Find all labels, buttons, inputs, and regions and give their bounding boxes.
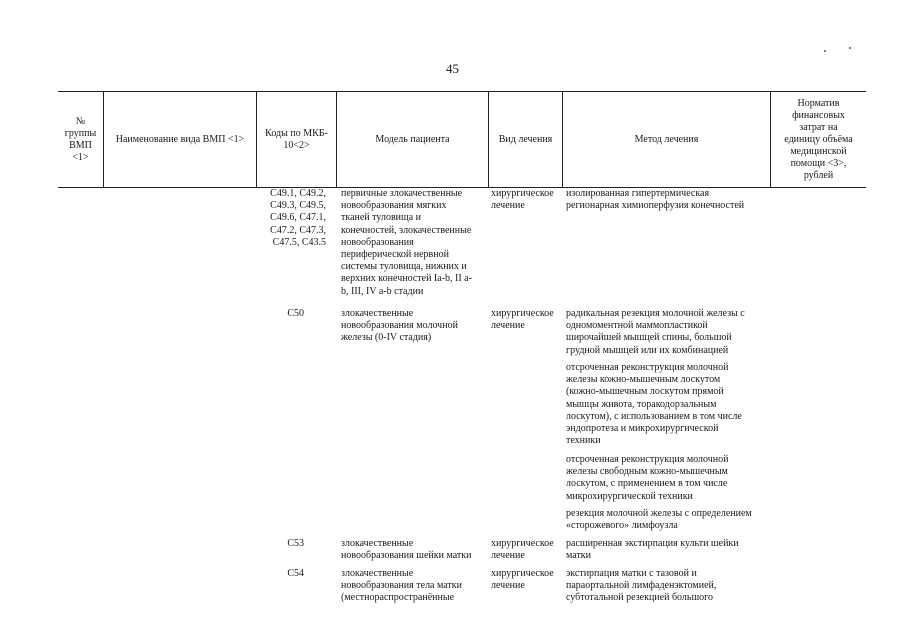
header-cost-standard: Норматив финансовых затрат на единицу объёма медицинской помощи <3>, рублей	[784, 97, 853, 181]
table-cell-icd-codes: C50	[287, 308, 304, 319]
table-cell-icd-codes: C53	[287, 538, 304, 549]
table-cell-treatment-type: хирургическое лечение	[491, 308, 554, 332]
header-group-number: № группы ВМП <1>	[64, 115, 97, 163]
table-cell-treatment-method: изолированная гипертермическая регионарная химиоперфузия конечностей	[566, 188, 745, 212]
table-cell-patient-model: злокачественные новообразования молочной железы (0-IV стадия)	[341, 308, 458, 344]
scan-speck	[849, 47, 851, 49]
table-cell-patient-model: первичные злокачественные новообразования мягких тканей туловища и конечностей, злокачественные новообразования периферической нервной системы туловища, нижних и верхних конечностей Ia-b, II a- b, III, IV a-b стадии	[341, 188, 472, 297]
table-cell-treatment-method: радикальная резекция молочной железы с одномоментной маммопластикой широчайшей мышцей спины, большой грудной мышцей или их комбинацией	[566, 308, 745, 356]
table-cell-treatment-method: отсроченная реконструкция молочной железы свободным кожно-мышечным лоскутом, с применением в том числе микрохирургической техники	[566, 454, 729, 502]
header-patient-model: Модель пациента	[375, 133, 450, 145]
header-treatment-method: Метод лечения	[634, 133, 699, 145]
table-cell-treatment-method: расширенная экстирпация культи шейки матки	[566, 538, 739, 562]
header-treatment-type: Вид лечения	[498, 133, 553, 145]
table-cell-treatment-method: экстирпация матки с тазовой и параортальной лимфаденэктомией, субтотальной резекцией большого	[566, 568, 717, 604]
table-cell-icd-codes: C54	[287, 568, 304, 579]
table-cell-patient-model: злокачественные новообразования шейки матки	[341, 538, 472, 562]
scan-speck	[824, 50, 826, 52]
table-cell-treatment-type: хирургическое лечение	[491, 568, 554, 592]
table-cell-treatment-method: отсроченная реконструкция молочной железы кожно-мышечным лоскутом (кожно-мышечным лоскутом прямой мышцы живота, торакодорзальным лоскутом), с использованием в том числе эндопротеза и микрохирургической техники	[566, 362, 742, 447]
table-cell-treatment-type: хирургическое лечение	[491, 538, 554, 562]
table-cell-icd-codes: C49.1, C49.2, C49.3, C49.5, C49.6, C47.1, C47.2, C47.3, C47.5, C43.5	[270, 188, 326, 248]
table-cell-patient-model: злокачественные новообразования тела матки (местнораспространённые	[341, 568, 463, 604]
header-vmp-name: Наименование вида ВМП <1>	[115, 133, 245, 145]
page-number: 45	[446, 61, 459, 76]
header-icd-codes: Коды по МКБ- 10<2>	[265, 127, 328, 151]
table-cell-treatment-type: хирургическое лечение	[491, 188, 554, 212]
table-cell-treatment-method: резекция молочной железы с определением «сторожевого» лимфоузла	[566, 508, 752, 532]
